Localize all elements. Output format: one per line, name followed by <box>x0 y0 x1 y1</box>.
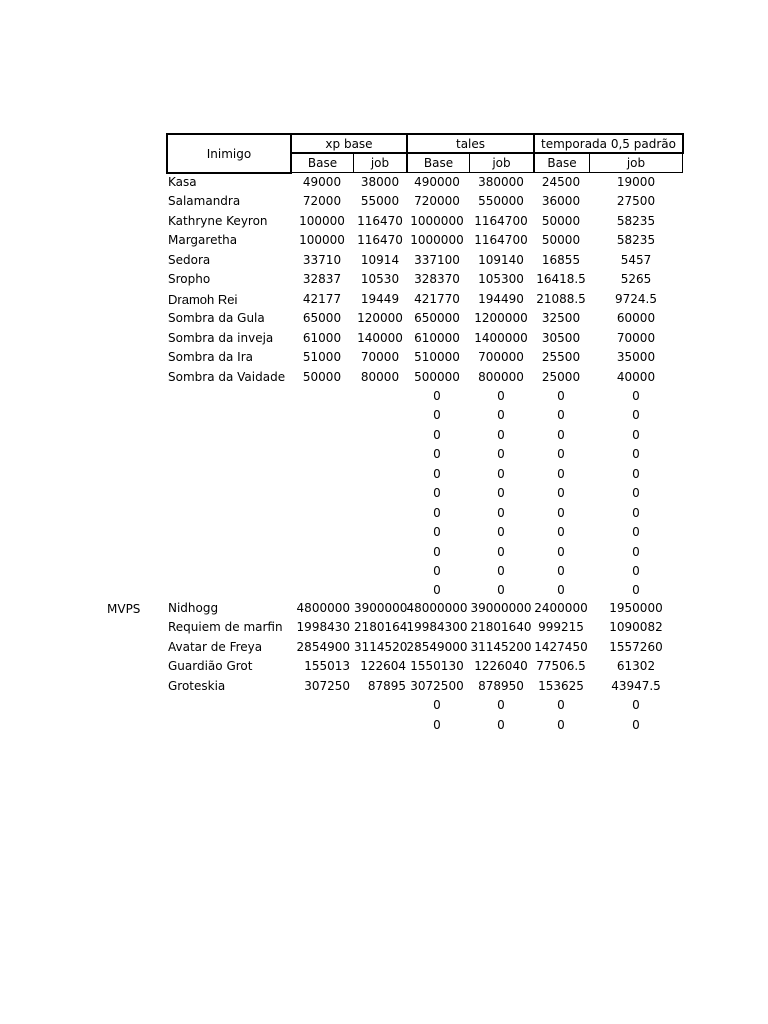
row-value: 21801640 <box>470 620 532 634</box>
row-value <box>354 716 406 735</box>
row-value: 50000 <box>302 370 342 384</box>
subheader-label: job <box>492 156 511 170</box>
row-name: Avatar de Freya <box>168 640 263 654</box>
row-value: 32837 <box>302 272 342 286</box>
row-value: 30500 <box>541 331 581 345</box>
row-name: Kathryne Keyron <box>168 214 268 228</box>
row-value: 0 <box>557 698 565 712</box>
subheader-label: job <box>626 156 646 170</box>
row-name: Margaretha <box>168 233 238 247</box>
row-value <box>354 445 406 464</box>
row-value <box>354 581 406 600</box>
row-value: 307250 <box>304 679 350 693</box>
row-value: 48000000 <box>406 601 468 615</box>
row-value: 5265 <box>620 272 652 286</box>
row-value: 720000 <box>414 194 460 208</box>
row-name: Sombra da Gula <box>168 311 265 325</box>
row-value: 25000 <box>541 370 581 384</box>
row-value: 0 <box>433 428 441 442</box>
row-value: 2400000 <box>534 601 588 615</box>
row-value: 27500 <box>616 194 656 208</box>
row-value: 0 <box>557 389 565 403</box>
header-inimigo <box>166 133 292 174</box>
header-temporada <box>533 133 684 154</box>
row-value: 28549000 <box>406 640 468 654</box>
row-value: 0 <box>433 389 441 403</box>
row-value <box>294 387 350 406</box>
row-value: 0 <box>433 698 441 712</box>
row-value: 0 <box>433 718 441 732</box>
row-value: 72000 <box>302 194 342 208</box>
row-value <box>294 562 350 581</box>
header-tales-label: tales <box>455 136 486 151</box>
row-value: 0 <box>433 447 441 461</box>
row-value: 328370 <box>414 272 460 286</box>
row-value: 700000 <box>478 350 524 364</box>
row-value <box>294 426 350 445</box>
row-value: 0 <box>497 583 505 597</box>
row-value: 70000 <box>616 331 656 345</box>
row-value: 0 <box>632 506 640 520</box>
row-value: 0 <box>632 525 640 539</box>
row-value: 2854900 <box>296 640 350 654</box>
row-value: 50000 <box>541 214 581 228</box>
row-value: 0 <box>632 467 640 481</box>
row-name: Kasa <box>168 175 197 189</box>
subheader-label: Base <box>307 156 338 170</box>
row-value: 36000 <box>541 194 581 208</box>
header-xp-base <box>290 133 408 154</box>
row-value: 0 <box>557 486 565 500</box>
row-value: 19449 <box>360 292 400 306</box>
row-value: 0 <box>632 698 640 712</box>
row-value: 800000 <box>478 370 524 384</box>
row-value: 77506.5 <box>536 659 586 673</box>
row-value <box>354 406 406 425</box>
row-value: 80000 <box>360 370 400 384</box>
row-value: 153625 <box>538 679 584 693</box>
row-value: 100000 <box>299 233 345 247</box>
row-value: 10914 <box>360 253 400 267</box>
row-value: 610000 <box>414 331 460 345</box>
subheader-label: Base <box>547 156 577 170</box>
row-value: 3072500 <box>410 679 464 693</box>
row-name: Sedora <box>168 253 211 267</box>
row-value: 999215 <box>538 620 584 634</box>
row-value: 0 <box>433 408 441 422</box>
row-name: Sombra da Vaidade <box>168 370 286 384</box>
row-value: 0 <box>433 486 441 500</box>
row-value: 0 <box>497 698 505 712</box>
row-value: 58235 <box>616 233 656 247</box>
row-value: 1400000 <box>474 331 528 345</box>
row-value: 58235 <box>616 214 656 228</box>
row-value: 33710 <box>302 253 342 267</box>
row-value: 0 <box>557 564 565 578</box>
row-value: 3114520 <box>354 640 408 654</box>
row-value: 61302 <box>616 659 656 673</box>
row-value: 122604 <box>360 659 406 673</box>
row-value: 155013 <box>304 659 350 673</box>
row-name: Sombra da inveja <box>168 331 274 345</box>
row-value: 0 <box>497 564 505 578</box>
row-value <box>294 465 350 484</box>
row-value: 39000000 <box>470 601 532 615</box>
row-value: 0 <box>632 583 640 597</box>
row-value: 116470 <box>357 233 403 247</box>
row-value: 16855 <box>541 253 581 267</box>
row-value: 0 <box>433 525 441 539</box>
row-value: 5457 <box>620 253 652 267</box>
row-value: 1427450 <box>534 640 588 654</box>
subheader-temporada-base <box>534 153 590 173</box>
row-value <box>294 581 350 600</box>
row-value: 0 <box>497 506 505 520</box>
row-value: 0 <box>632 408 640 422</box>
row-value: 421770 <box>414 292 460 306</box>
row-value: 0 <box>632 447 640 461</box>
row-value: 650000 <box>414 311 460 325</box>
row-value: 0 <box>557 428 565 442</box>
subheader-xp-job <box>353 153 407 173</box>
row-name: Groteskia <box>168 679 226 693</box>
row-value: 3900000 <box>354 601 408 615</box>
row-value <box>294 504 350 523</box>
row-value <box>354 484 406 503</box>
row-name: Dramoh Rei <box>168 292 238 307</box>
row-value: 1557260 <box>609 640 663 654</box>
header-xp-base-label: xp base <box>325 136 373 151</box>
row-value <box>354 465 406 484</box>
subheader-label: Base <box>423 156 454 170</box>
row-value: 55000 <box>360 194 400 208</box>
row-value: 0 <box>557 583 565 597</box>
row-name: Nidhogg <box>168 601 219 615</box>
row-value: 31145200 <box>470 640 532 654</box>
header-tales <box>406 133 535 154</box>
row-value: 43947.5 <box>611 679 661 693</box>
row-value: 0 <box>632 545 640 559</box>
row-value: 0 <box>497 525 505 539</box>
subheader-xp-base <box>291 153 354 173</box>
row-name: Sombra da Ira <box>168 350 253 364</box>
row-value <box>294 696 350 715</box>
row-value: 1090082 <box>609 620 663 634</box>
row-value: 25500 <box>541 350 581 364</box>
row-value: 140000 <box>357 331 403 345</box>
row-value: 878950 <box>478 679 524 693</box>
row-value <box>354 562 406 581</box>
row-value: 1164700 <box>474 214 528 228</box>
row-value: 1950000 <box>609 601 663 615</box>
row-value: 9724.5 <box>615 292 657 306</box>
row-value: 2180164 <box>354 620 408 634</box>
row-value: 0 <box>632 486 640 500</box>
subheader-temporada-job <box>589 153 683 173</box>
subheader-tales-base <box>407 153 470 173</box>
row-value: 0 <box>433 506 441 520</box>
row-value <box>294 406 350 425</box>
row-value <box>294 716 350 735</box>
row-value: 510000 <box>414 350 460 364</box>
row-value: 500000 <box>414 370 460 384</box>
row-value: 120000 <box>357 311 403 325</box>
row-name: Sropho <box>168 272 211 286</box>
row-value <box>354 543 406 562</box>
row-value <box>354 426 406 445</box>
row-value: 1164700 <box>474 233 528 247</box>
row-value: 0 <box>557 408 565 422</box>
row-value: 0 <box>497 486 505 500</box>
row-value: 0 <box>632 428 640 442</box>
row-value: 380000 <box>478 175 524 189</box>
row-value: 65000 <box>302 311 342 325</box>
row-value <box>354 387 406 406</box>
row-value: 16418.5 <box>536 272 586 286</box>
row-value: 4800000 <box>296 601 350 615</box>
row-value: 51000 <box>302 350 342 364</box>
header-temporada-label: temporada 0,5 padrão <box>541 136 676 151</box>
row-value: 87895 <box>367 679 406 693</box>
row-value: 0 <box>433 467 441 481</box>
row-value: 19984300 <box>406 620 468 634</box>
row-value: 0 <box>557 525 565 539</box>
row-value <box>294 523 350 542</box>
row-value: 40000 <box>616 370 656 384</box>
row-value: 194490 <box>478 292 524 306</box>
row-value: 1226040 <box>474 659 528 673</box>
row-value: 0 <box>557 545 565 559</box>
row-value: 10530 <box>360 272 400 286</box>
row-value <box>294 543 350 562</box>
row-value: 0 <box>433 545 441 559</box>
row-value: 42177 <box>302 292 342 306</box>
row-value: 490000 <box>414 175 460 189</box>
row-value <box>354 523 406 542</box>
row-value: 0 <box>557 506 565 520</box>
row-value: 109140 <box>478 253 524 267</box>
row-value: 0 <box>497 545 505 559</box>
row-value: 1000000 <box>410 214 464 228</box>
row-value: 0 <box>632 564 640 578</box>
row-value: 105300 <box>478 272 524 286</box>
mvps-label: MVPS <box>107 602 141 616</box>
row-value: 60000 <box>616 311 656 325</box>
row-name: Guardião Grot <box>168 659 253 673</box>
row-value: 70000 <box>360 350 400 364</box>
row-value: 19000 <box>616 175 656 189</box>
row-value: 0 <box>557 467 565 481</box>
row-value: 0 <box>433 564 441 578</box>
row-value: 24500 <box>541 175 581 189</box>
row-value: 35000 <box>616 350 656 364</box>
row-value: 32500 <box>541 311 581 325</box>
row-value <box>354 696 406 715</box>
row-value: 49000 <box>302 175 342 189</box>
row-value <box>354 504 406 523</box>
header-inimigo-label: Inimigo <box>206 146 252 161</box>
subheader-label: job <box>370 156 390 170</box>
row-value: 21088.5 <box>536 292 586 306</box>
row-name: Requiem de marfin <box>168 620 283 634</box>
row-value: 61000 <box>302 331 342 345</box>
row-value: 0 <box>557 718 565 732</box>
row-value: 116470 <box>357 214 403 228</box>
row-value: 1998430 <box>296 620 350 634</box>
row-value: 550000 <box>478 194 524 208</box>
subheader-tales-job <box>469 153 534 173</box>
row-value: 0 <box>497 447 505 461</box>
row-value: 0 <box>632 389 640 403</box>
row-value: 1550130 <box>410 659 464 673</box>
row-value: 0 <box>497 389 505 403</box>
row-value: 0 <box>632 718 640 732</box>
row-value <box>294 484 350 503</box>
row-value: 0 <box>497 408 505 422</box>
row-value: 100000 <box>299 214 345 228</box>
row-value: 38000 <box>360 175 400 189</box>
row-value: 0 <box>557 447 565 461</box>
row-name: Salamandra <box>168 194 241 208</box>
row-value: 0 <box>497 467 505 481</box>
row-value: 1000000 <box>410 233 464 247</box>
row-value: 1200000 <box>474 311 528 325</box>
row-value: 0 <box>433 583 441 597</box>
row-value: 337100 <box>414 253 460 267</box>
row-value: 50000 <box>541 233 581 247</box>
row-value: 0 <box>497 718 505 732</box>
row-value: 0 <box>497 428 505 442</box>
row-value <box>294 445 350 464</box>
